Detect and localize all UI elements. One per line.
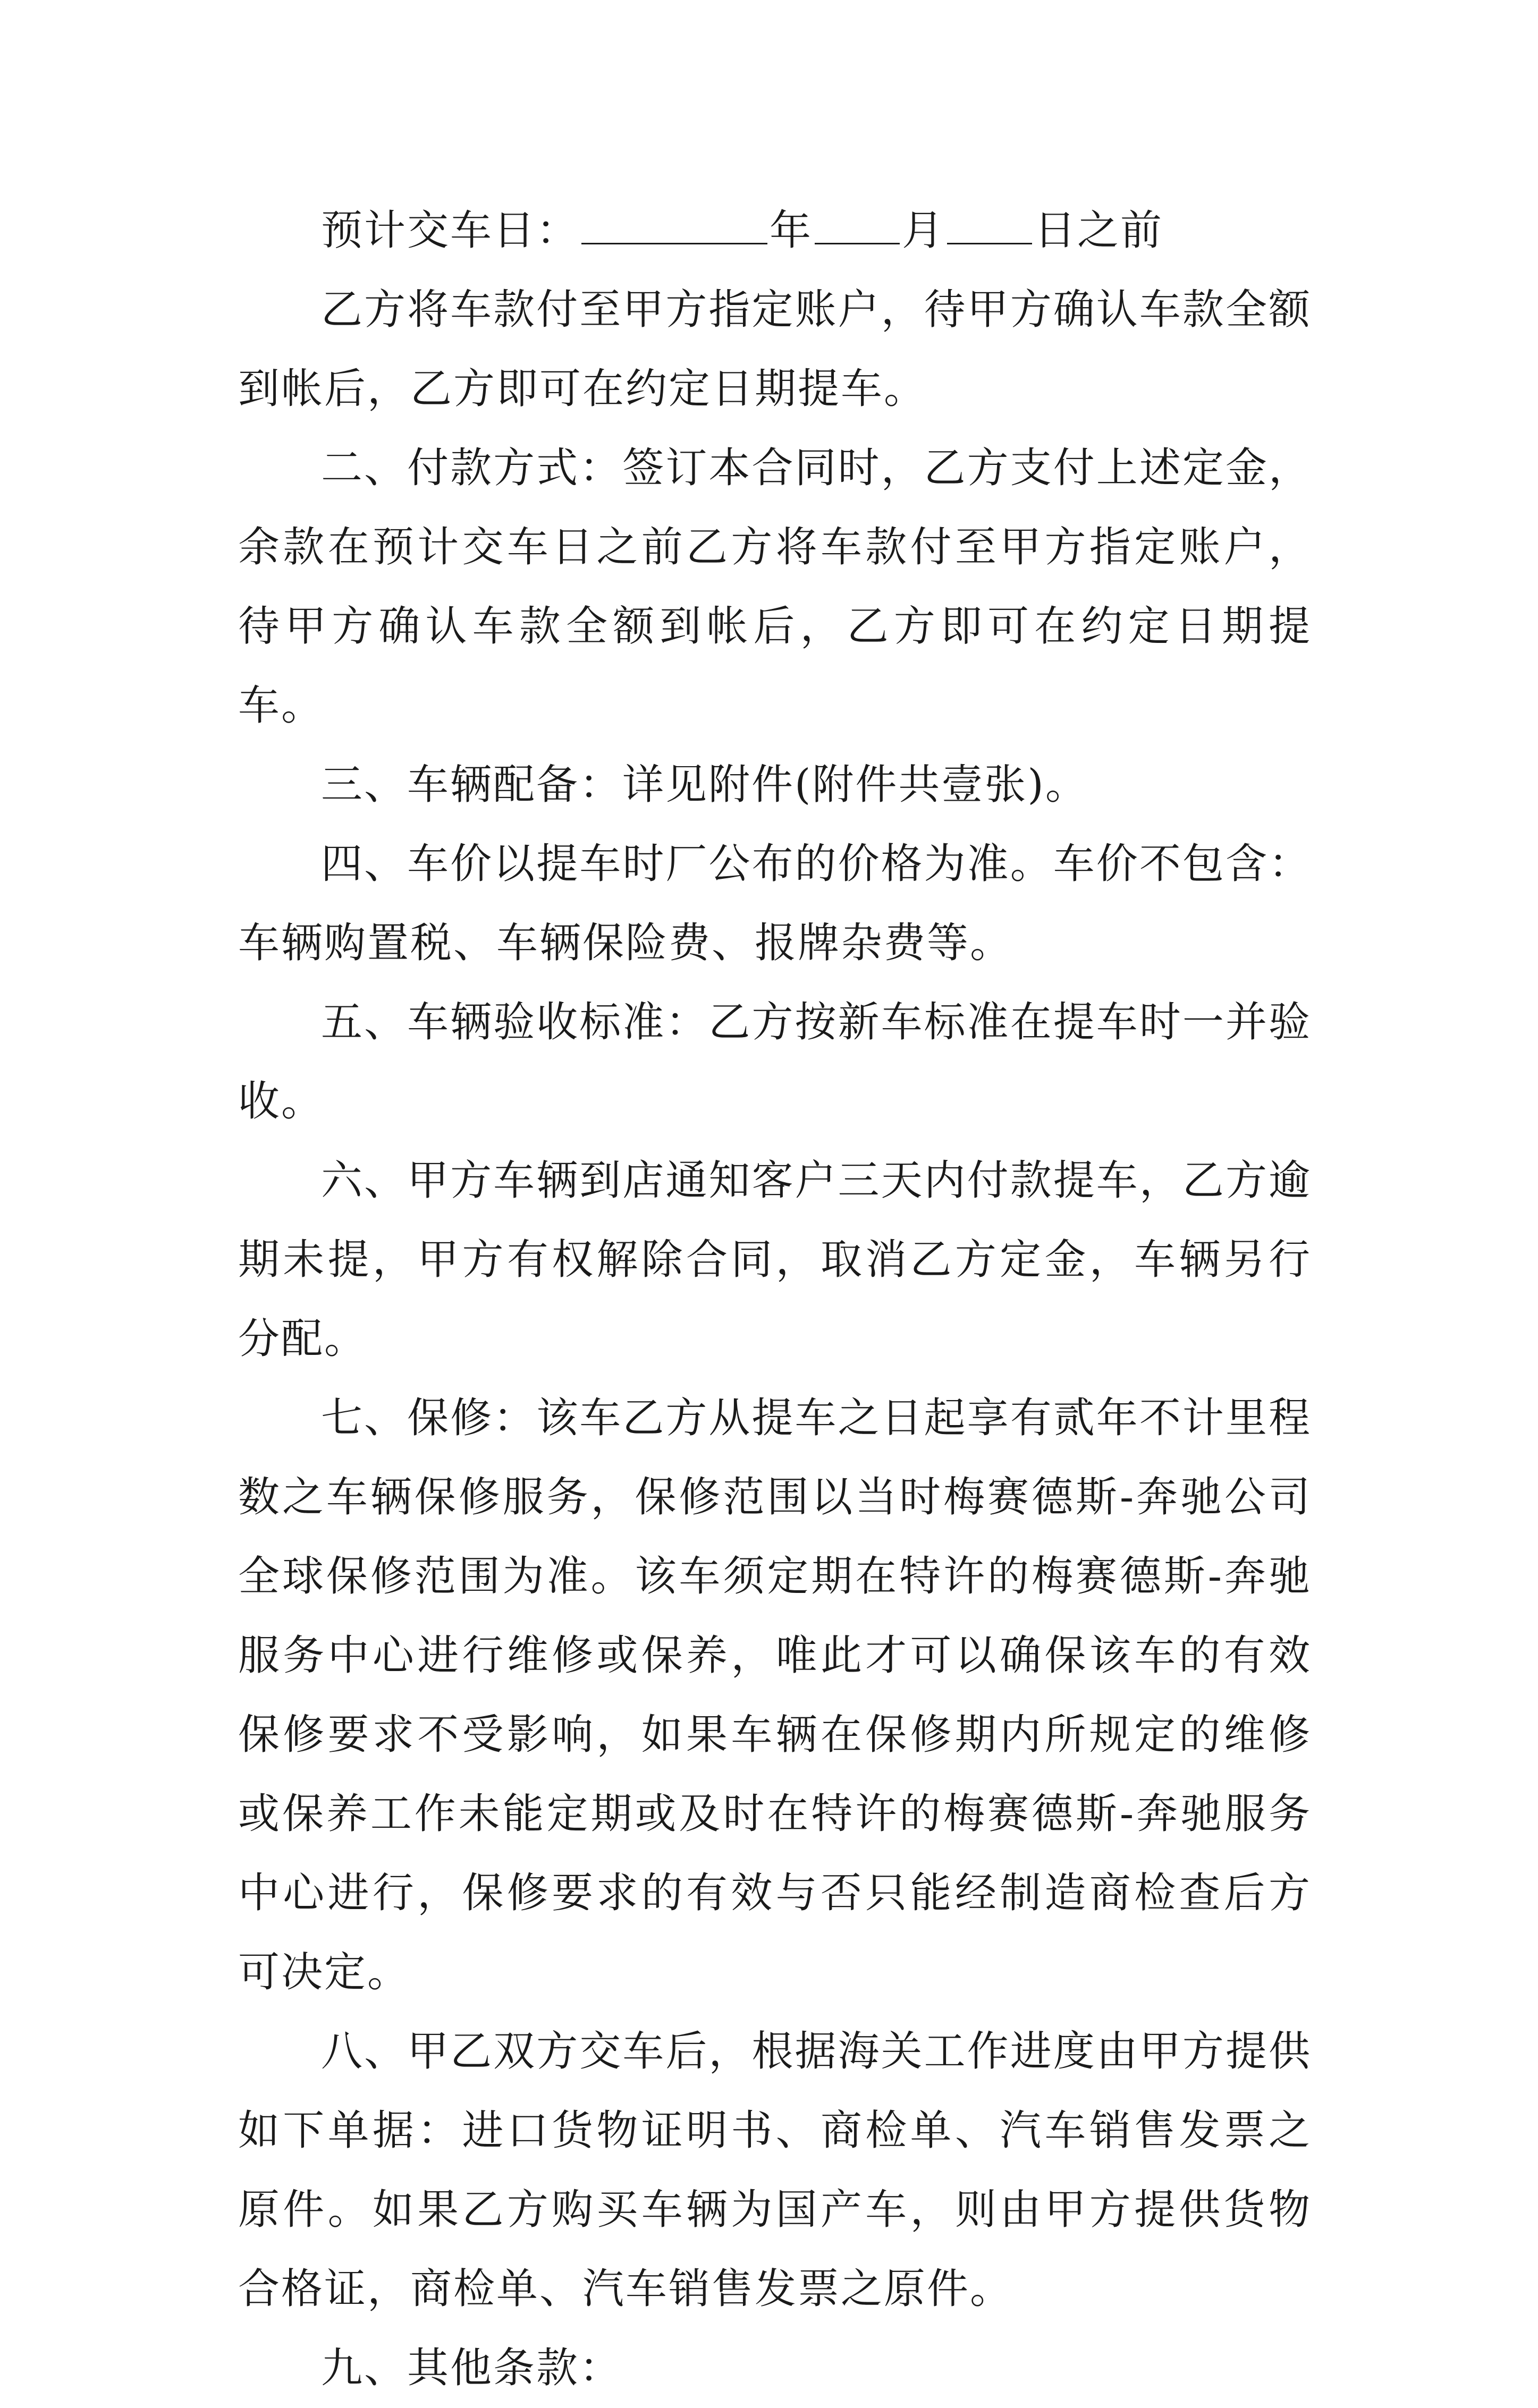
year-label: 年 xyxy=(770,207,813,255)
month-blank xyxy=(815,205,900,244)
clause-5-acceptance-standard: 五、车辆验收标准：乙方按新车标准在提车时一并验收。 xyxy=(238,998,1312,1125)
month-label: 月 xyxy=(902,207,945,255)
day-before-label: 日之前 xyxy=(1034,207,1164,255)
clause-6-pickup-notice: 六、甲方车辆到店通知客户三天内付款提车，乙方逾期未提，甲方有权解除合同，取消乙方定金，车辆另行分配。 xyxy=(238,1157,1312,1363)
year-blank xyxy=(581,205,767,244)
clause-3-vehicle-equipment: 三、车辆配备：详见附件(附件共壹张)。 xyxy=(321,761,1088,809)
contract-body xyxy=(238,191,1312,2408)
clause-4-vehicle-price: 四、车价以提车时厂公布的价格为准。车价不包含：车辆购置税、车辆保险费、报牌杂费等。 xyxy=(238,840,1312,967)
clause-9-other-terms: 九、其他条款： xyxy=(321,2344,623,2392)
clause-8-documents: 八、甲乙双方交车后，根据海关工作进度由甲方提供如下单据：进口货物证明书、商检单、汽车销售发票之原件。如果乙方购买车辆为国产车，则由甲方提供货物合格证，商检单、汽车销售发票之原件。 xyxy=(238,2028,1312,2313)
paragraph-payment-note: 乙方将车款付至甲方指定账户，待甲方确认车款全额到帐后，乙方即可在约定日期提车。 xyxy=(238,286,1312,413)
delivery-date-line xyxy=(238,191,1312,270)
delivery-date-label: 预计交车日： xyxy=(321,207,580,255)
clause-7-warranty: 七、保修：该车乙方从提车之日起享有贰年不计里程数之车辆保修服务，保修范围以当时梅赛德斯-奔驰公司全球保修范围为准。该车须定期在特许的梅赛德斯-奔驰服务中心进行维修或保养，唯此才可以确保该车的有效保修要求不受影响，如果车辆在保修期内所规定的维修或保养工作未能定期或及时在特许的梅赛德斯-奔驰服务中心进行，保修要求的有效与否只能经制造商检查后方可决定。 xyxy=(238,1394,1312,1996)
day-blank xyxy=(947,205,1032,244)
clause-2-payment-method: 二、付款方式：签订本合同时，乙方支付上述定金，余款在预计交车日之前乙方将车款付至甲方指定账户，待甲方确认车款全额到帐后，乙方即可在约定日期提车。 xyxy=(238,444,1312,730)
